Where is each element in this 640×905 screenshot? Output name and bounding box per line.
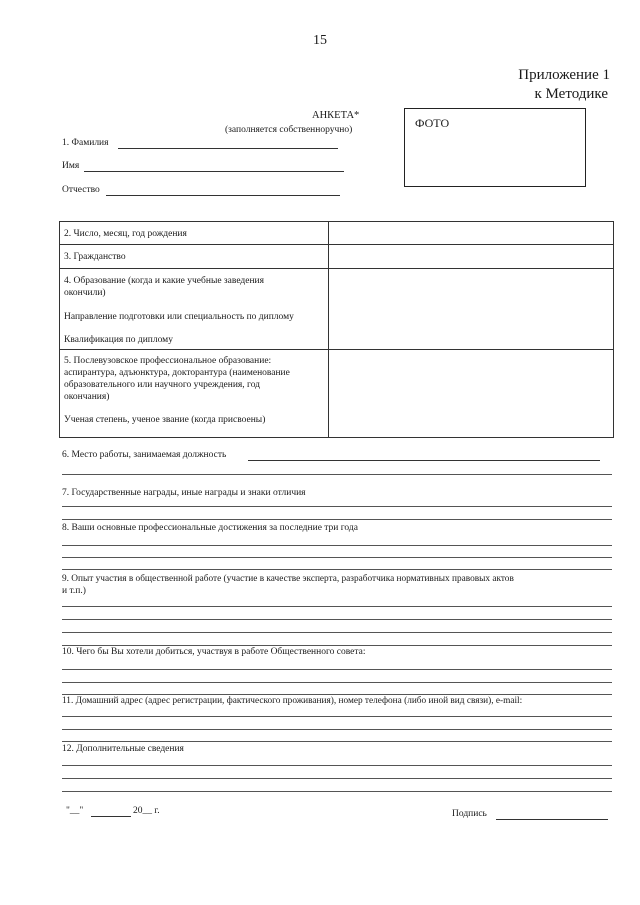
patronymic-field[interactable] <box>106 195 340 196</box>
q6-label: 6. Место работы, занимаемая должность <box>62 450 227 460</box>
qualification-label: Квалификация по диплому <box>64 335 173 345</box>
postgrad-cell <box>60 350 329 438</box>
q8-label: 8. Ваши основные профессиональные достижения за последние три года <box>62 523 358 533</box>
patronymic-label: Отчество <box>62 185 100 195</box>
q7-label: 7. Государственные награды, иные награды и знаки отличия <box>62 488 306 498</box>
signature-label: Подпись <box>452 809 487 819</box>
postgrad-value-cell[interactable] <box>329 350 614 438</box>
q12-label: 12. Дополнительные сведения <box>62 744 184 754</box>
table-row <box>60 245 614 269</box>
q11-label: 11. Домашний адрес (адрес регистрации, фактического проживания), номер телефона (либо иной вид связи), e-mail: <box>62 696 523 706</box>
answer-line[interactable] <box>62 569 612 570</box>
date-month-field[interactable] <box>91 816 131 817</box>
postgrad-label-1: 5. Послевузовское профессиональное образование: <box>64 356 272 366</box>
q9-label-2: и т.п.) <box>62 586 86 596</box>
answer-line[interactable] <box>62 741 612 742</box>
q10-label: 10. Чего бы Вы хотели добиться, участвуя в работе Общественного совета: <box>62 647 366 657</box>
appendix-line-1: Приложение 1 <box>518 67 610 83</box>
education-value-cell[interactable] <box>329 269 614 350</box>
answer-line[interactable] <box>62 765 612 766</box>
table-row <box>60 350 614 438</box>
postgrad-label-4: окончания) <box>64 392 110 402</box>
table-row <box>60 269 614 350</box>
direction-label: Направление подготовки или специальность по диплому <box>64 312 294 322</box>
citizenship-label: 3. Гражданство <box>60 245 329 269</box>
answer-line[interactable] <box>62 545 612 546</box>
degree-label: Ученая степень, ученое звание (когда присвоены) <box>64 415 266 425</box>
table-row <box>60 222 614 245</box>
answer-line[interactable] <box>62 791 612 792</box>
answer-line[interactable] <box>62 669 612 670</box>
form-subtitle: (заполняется собственноручно) <box>225 125 353 135</box>
page-number: 15 <box>313 33 327 48</box>
info-table <box>59 221 614 438</box>
surname-label: 1. Фамилия <box>62 138 109 148</box>
answer-line[interactable] <box>62 519 612 520</box>
appendix-label <box>518 66 610 104</box>
education-label-2: окончили) <box>64 288 106 298</box>
answer-line[interactable] <box>62 778 612 779</box>
citizenship-value-cell[interactable] <box>329 245 614 269</box>
answer-line[interactable] <box>62 474 612 475</box>
answer-line[interactable] <box>62 716 612 717</box>
answer-line[interactable] <box>62 729 612 730</box>
answer-line[interactable] <box>62 619 612 620</box>
postgrad-label-3: образовательного или научного учреждения, год <box>64 380 261 390</box>
date-day-label: "__" <box>66 806 84 816</box>
signature-field[interactable] <box>496 819 608 820</box>
answer-line[interactable] <box>62 557 612 558</box>
education-label-1: 4. Образование (когда и какие учебные заведения <box>64 276 264 286</box>
answer-line[interactable] <box>62 632 612 633</box>
answer-line[interactable] <box>62 682 612 683</box>
photo-label: ФОТО <box>415 116 450 130</box>
education-cell <box>60 269 329 350</box>
q9-label-1: 9. Опыт участия в общественной работе (участие в качестве эксперта, разработчика нормативных правовых актов <box>62 574 514 584</box>
postgrad-label-2: аспирантура, адъюнктура, докторантура (наименование <box>64 368 290 378</box>
name-field[interactable] <box>84 171 344 172</box>
date-year-label: 20__ г. <box>133 806 160 816</box>
name-label: Имя <box>62 161 80 171</box>
answer-line[interactable] <box>62 606 612 607</box>
birth-value-cell[interactable] <box>329 222 614 245</box>
surname-field[interactable] <box>118 148 338 149</box>
appendix-line-2: к Методике <box>534 86 608 102</box>
form-title: АНКЕТА* <box>312 110 360 121</box>
q6-field-line[interactable] <box>248 460 600 461</box>
birth-label: 2. Число, месяц, год рождения <box>60 222 329 245</box>
photo-box <box>404 108 586 187</box>
answer-line[interactable] <box>62 506 612 507</box>
